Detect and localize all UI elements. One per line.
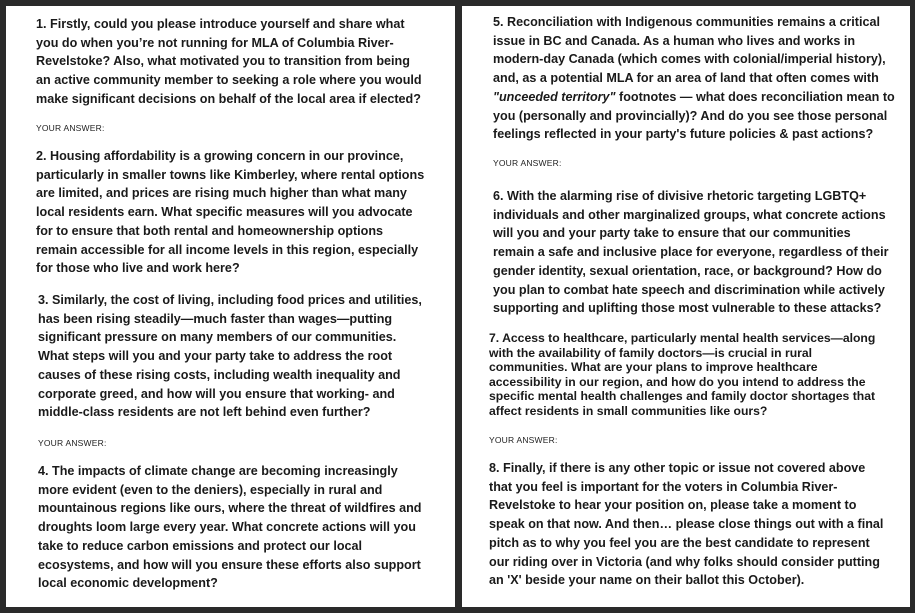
question-4-line: local economic development? bbox=[38, 576, 218, 591]
question-4 bbox=[38, 462, 421, 593]
question-4-line: ecosystems, and how will you ensure these efforts also support bbox=[38, 557, 421, 572]
question-7-line: accessibility in our region, and how do you intend to address the bbox=[489, 374, 866, 389]
question-6-line: individuals and other marginalized groups, what concrete actions bbox=[493, 207, 886, 222]
question-6 bbox=[493, 187, 888, 318]
question-5-line: 5. Reconciliation with Indigenous communities remains a critical bbox=[493, 15, 880, 29]
question-5-line: you (personally and provincially)? And do you see those personal bbox=[493, 108, 888, 123]
question-6-line: remain a safe and inclusive place for everyone, regardless of their bbox=[493, 245, 889, 260]
question-5-line-rest: footnotes — what does reconciliation mean to bbox=[615, 89, 895, 104]
question-2-line: remain accessible for all income levels in this region, especially bbox=[36, 242, 419, 257]
question-6-line: will you and your party take to ensure that our communities bbox=[493, 226, 851, 241]
question-5-line-italic bbox=[493, 88, 895, 107]
question-7-line: specific mental health challenges and family doctor shortages that bbox=[489, 389, 876, 404]
question-6-line: you plan to combat hate speech and discrimination while actively bbox=[493, 282, 885, 297]
question-3-line: has been rising steadily—much faster than wages—putting bbox=[38, 311, 393, 326]
questionnaire-right-column bbox=[462, 6, 910, 607]
question-5-line: feelings reflected in your party's future policies & past actions? bbox=[493, 127, 874, 142]
question-4-line: take to reduce carbon emissions and protect our local bbox=[38, 538, 363, 553]
question-7-answer-label: YOUR ANSWER: bbox=[489, 435, 558, 445]
question-8 bbox=[489, 459, 883, 590]
question-8-line: 8. Finally, if there is any other topic or issue not covered above bbox=[489, 461, 866, 475]
question-3-line: causes of these rising costs, including wealth inequality and bbox=[38, 367, 401, 382]
question-2-line: are limited, and prices are rising much higher than what many bbox=[36, 186, 407, 201]
question-2-line: particularly in smaller towns like Kimberley, where rental options bbox=[36, 167, 425, 182]
question-4-line: droughts loom large every year. What concrete actions will you bbox=[38, 520, 416, 535]
question-1-line: an active community member to seeking a role where you would bbox=[36, 73, 422, 88]
question-1-line: you do when you’re not running for MLA of Columbia River- bbox=[36, 35, 394, 50]
question-8-line: that you feel is important for the voters in Columbia River- bbox=[489, 479, 838, 494]
question-4-line: 4. The impacts of climate change are becoming increasingly bbox=[38, 464, 398, 478]
question-6-line: supporting and uplifting those most vulnerable to these attacks? bbox=[493, 301, 882, 316]
question-2-line: local residents earn. What specific measures will you advocate bbox=[36, 205, 413, 220]
question-6-line: 6. With the alarming rise of divisive rhetoric targeting LGBTQ+ bbox=[493, 189, 867, 203]
question-5-line: and, as a potential MLA for an area of land that often comes with bbox=[493, 71, 879, 86]
question-2 bbox=[36, 147, 424, 278]
question-5-line: issue in BC and Canada. As a human who lives and works in bbox=[493, 33, 856, 48]
question-4-line: mountainous regions like ours, where the threat of wildfires and bbox=[38, 501, 422, 516]
question-8-line: an 'X' beside your name on their ballot this October). bbox=[489, 573, 805, 588]
question-5-answer-label: YOUR ANSWER: bbox=[493, 158, 562, 168]
question-2-line: 2. Housing affordability is a growing concern in our province, bbox=[36, 149, 404, 163]
question-1-line: 1. Firstly, could you please introduce yourself and share what bbox=[36, 17, 405, 31]
question-6-line: gender identity, sexual orientation, race, or background? How do bbox=[493, 263, 882, 278]
question-3-answer-label: YOUR ANSWER: bbox=[38, 438, 107, 448]
question-1-answer-label: YOUR ANSWER: bbox=[36, 123, 105, 133]
question-8-line: pitch as to why you feel you are the best candidate to represent bbox=[489, 535, 870, 550]
question-8-line: Revelstoke to hear your position on, please take a moment to bbox=[489, 498, 857, 513]
question-1 bbox=[36, 15, 422, 109]
question-4-line: more evident (even to the deniers), especially in rural and bbox=[38, 482, 383, 497]
question-7-line: 7. Access to healthcare, particularly mental health services—along bbox=[489, 331, 876, 345]
question-3-line: 3. Similarly, the cost of living, including food prices and utilities, bbox=[38, 293, 422, 307]
question-1-line: Revelstoke? Also, what motivated you to transition from being bbox=[36, 54, 410, 69]
question-7-line: affect residents in small communities like ours? bbox=[489, 403, 768, 418]
question-7-line: communities. What are your plans to improve healthcare bbox=[489, 360, 818, 375]
question-3-line: What steps will you and your party take to address the root bbox=[38, 349, 393, 364]
question-5-line: modern-day Canada (which comes with colonial/imperial history), bbox=[493, 52, 886, 67]
question-2-line: for those who live and work here? bbox=[36, 261, 240, 276]
question-3-line: corporate greed, and how will you ensure that working- and bbox=[38, 386, 395, 401]
question-5 bbox=[493, 13, 895, 144]
question-1-line: make significant decisions on behalf of the local area if elected? bbox=[36, 91, 421, 106]
question-8-line: our riding over in Victoria (and why folks should consider putting bbox=[489, 554, 880, 569]
question-3 bbox=[38, 291, 422, 422]
questionnaire-left-column bbox=[6, 6, 455, 607]
question-7 bbox=[489, 331, 875, 419]
unceeded-territory-phrase: "unceeded territory" bbox=[493, 89, 616, 104]
question-3-line: significant pressure on many members of our communities. bbox=[38, 330, 397, 345]
question-3-line: middle-class residents are not left behind even further? bbox=[38, 405, 371, 420]
question-8-line: speak on that now. And then… please close things out with a final bbox=[489, 517, 884, 532]
question-7-line: with the availability of family doctors—is crucial in rural bbox=[489, 345, 813, 360]
question-2-line: for to ensure that both rental and homeownership options bbox=[36, 223, 384, 238]
